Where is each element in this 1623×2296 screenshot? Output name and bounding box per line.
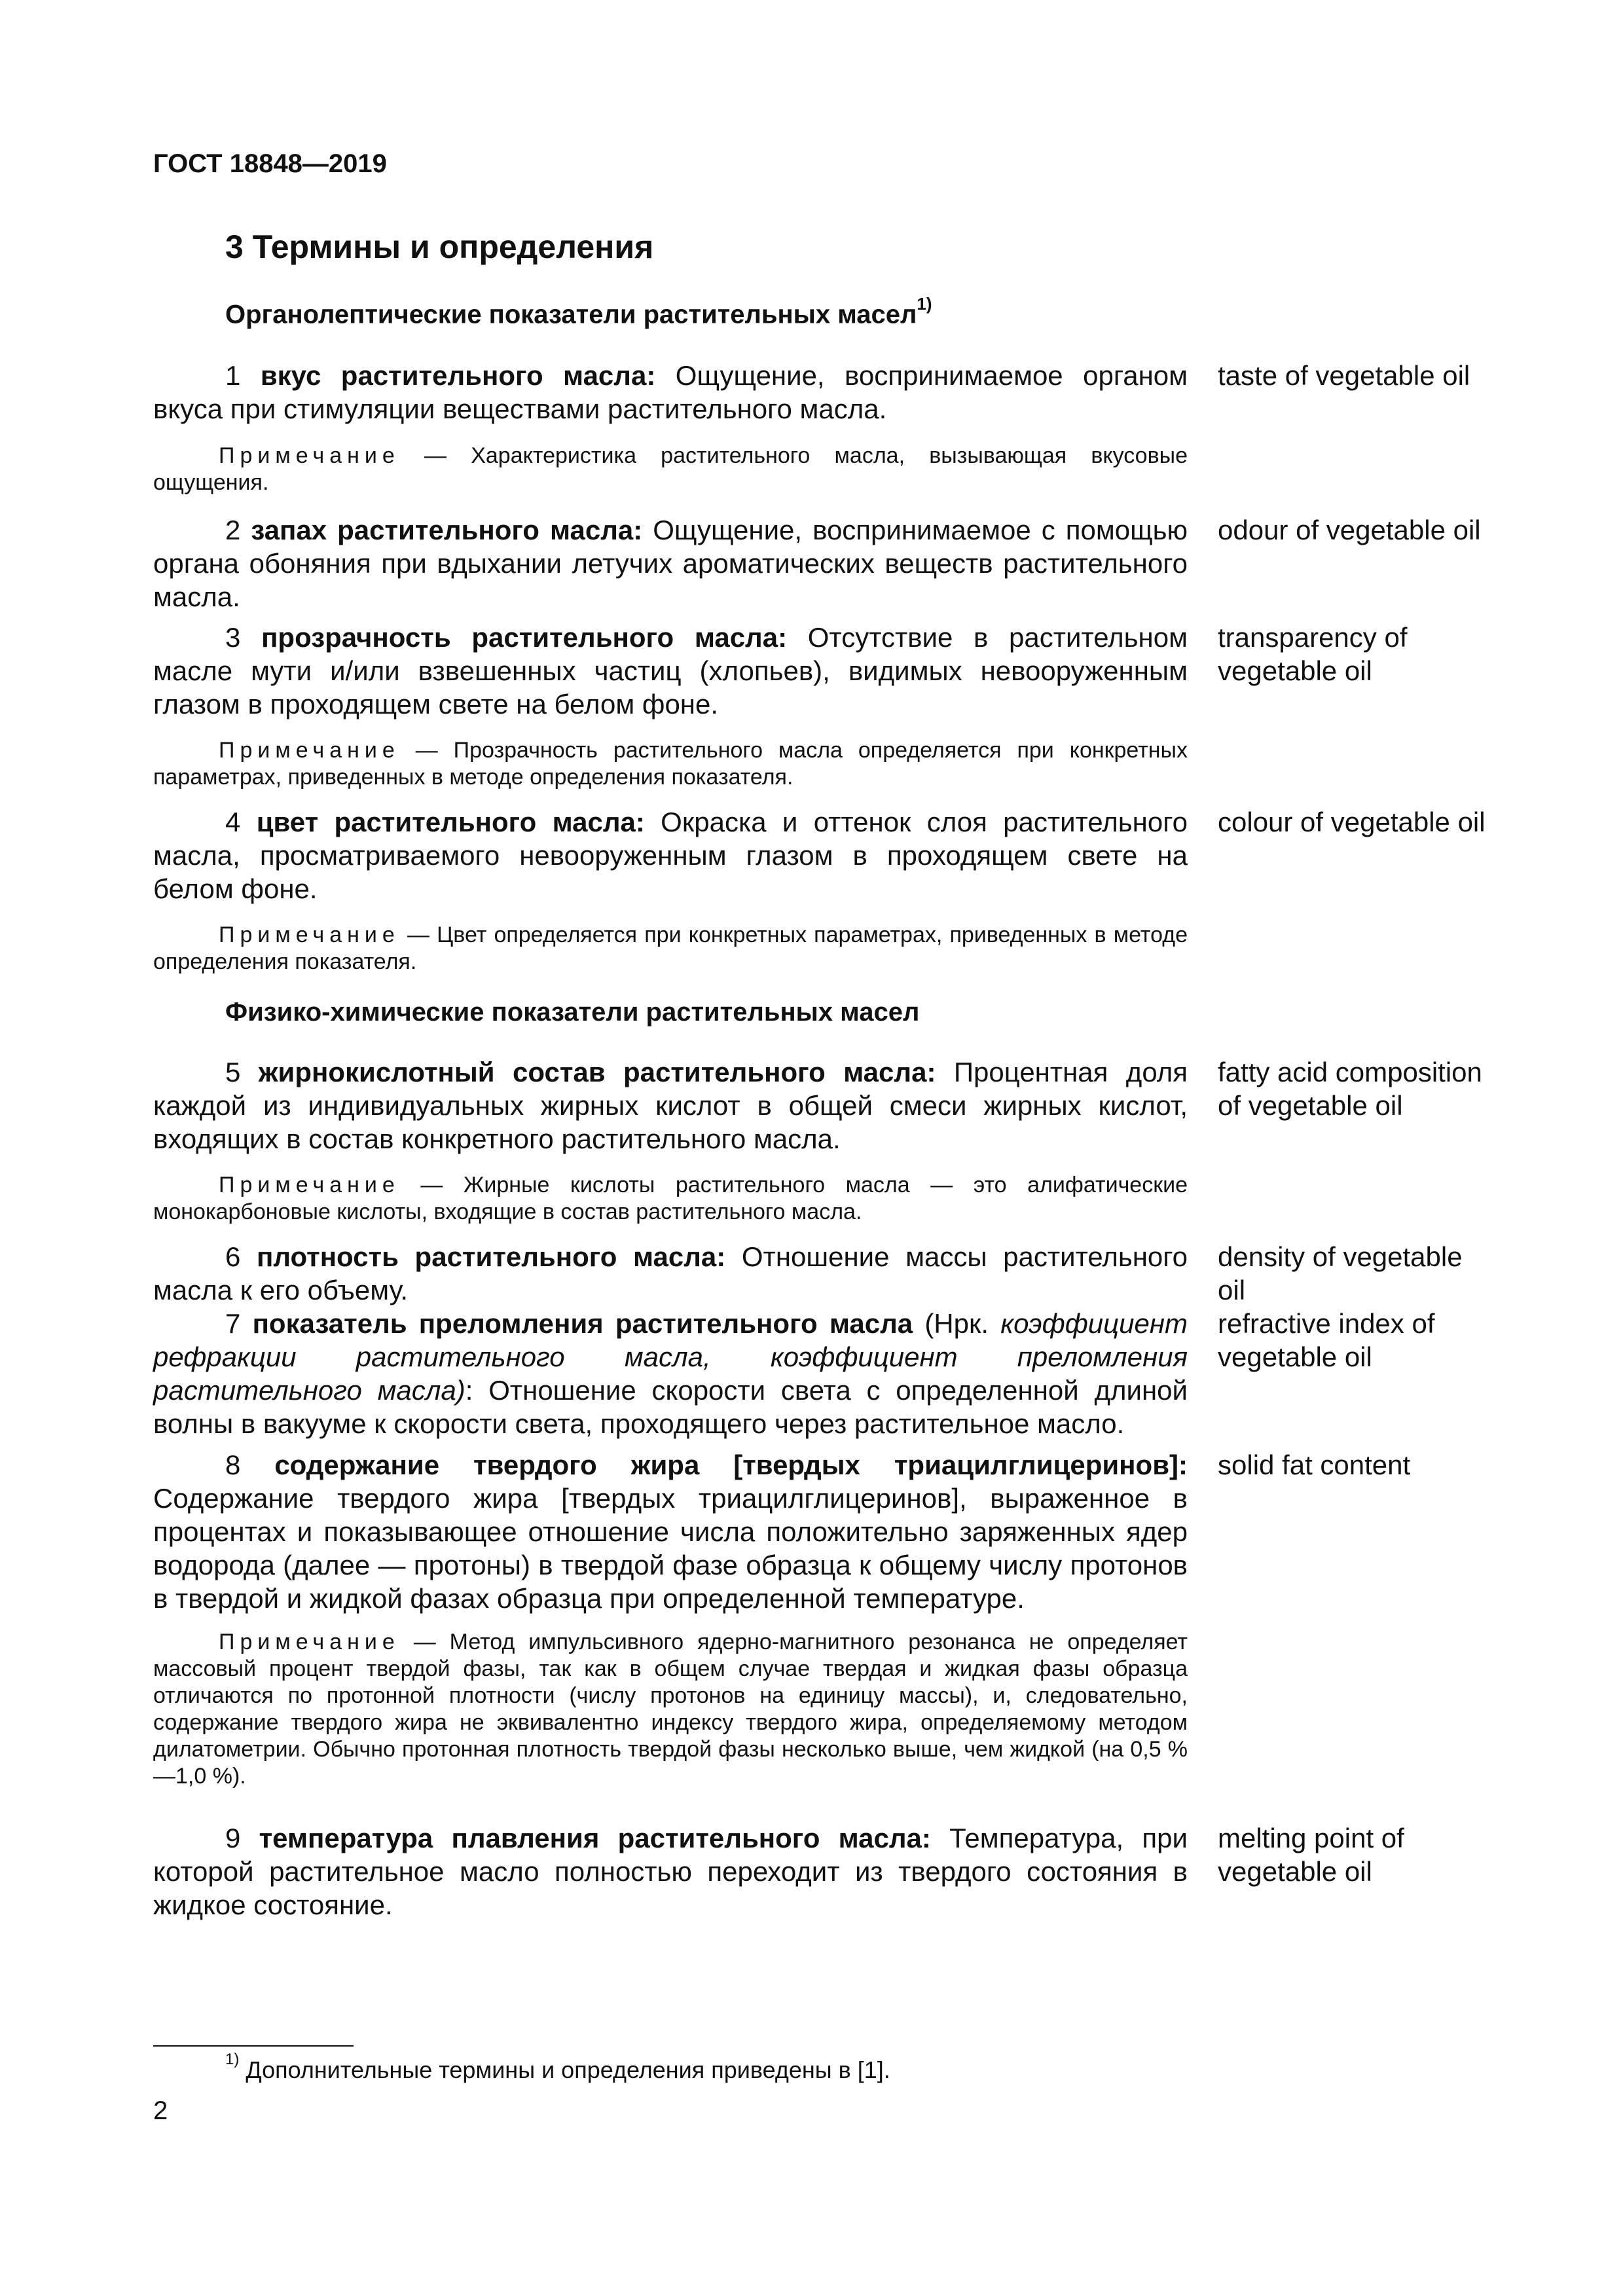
term-pre-synonym: (Нрк.	[913, 1308, 1001, 1339]
term-entry-1	[153, 359, 1188, 426]
term-definition: Ощущение, воспринимаемое органом вкуса при стимуляции веществами растительного масла.	[153, 360, 1188, 424]
english-equivalent-5: fatty acid composition of vegetable oil	[1218, 1057, 1482, 1121]
term-name: цвет растительного масла:	[256, 807, 645, 837]
note-label: Примечание	[219, 443, 400, 468]
note-5	[153, 1629, 1188, 1790]
term-entry-4	[153, 805, 1188, 905]
term-name: плотность растительного масла:	[257, 1241, 726, 1272]
footnote-text: Дополнительные термины и определения приведены в [1].	[246, 2056, 890, 2083]
term-number: 6	[225, 1241, 241, 1272]
english-equivalent-9: melting point of vegetable oil	[1218, 1823, 1404, 1887]
note-2	[153, 737, 1188, 791]
term-definition: Отсутствие в растительном масле мути и/или взвешенных частиц (хлопьев), видимых невооруженным глазом в проходящем свете на белом фоне.	[153, 622, 1188, 720]
term-number: 3	[225, 622, 241, 653]
section-title: 3 Термины и определения	[225, 228, 654, 265]
term-number: 5	[225, 1057, 241, 1087]
term-entry-8	[153, 1448, 1188, 1615]
term-entry-6	[153, 1240, 1188, 1307]
term-synonyms: коэффициент рефракции растительного масла, коэффициент преломления растительного масла)	[153, 1308, 1188, 1406]
note-text: — Прозрачность растительного масла определяется при конкретных параметрах, приведенных в методе определения показателя.	[153, 738, 1188, 790]
term-number: 7	[225, 1308, 241, 1339]
term-number: 9	[225, 1823, 241, 1853]
term-entry-3	[153, 621, 1188, 721]
term-number: 8	[225, 1449, 241, 1480]
footnote-divider	[153, 2045, 354, 2047]
footnote-reference: 1)	[917, 294, 932, 314]
note-label: Примечание	[219, 1173, 400, 1197]
term-definition: : Отношение скорости света с определенной длиной волны в вакууме к скорости света, проходящего через растительное масло.	[153, 1375, 1188, 1439]
term-entry-7	[153, 1307, 1188, 1440]
english-equivalent-4: colour of vegetable oil	[1218, 807, 1486, 837]
english-equivalent-1: taste of vegetable oil	[1218, 360, 1470, 391]
term-name: температура плавления растительного масла:	[259, 1823, 931, 1853]
note-label: Примечание	[219, 738, 400, 763]
note-3	[153, 922, 1188, 975]
term-definition: Содержание твердого жира [твердых триацилглицеринов], выраженное в процентах и показывающее отношение числа положительно заряженных ядер водорода (далее — протоны) в твердой фазе образца к общему числу протонов в твердой и жидкой фазах образца при определенной температуре.	[153, 1483, 1188, 1614]
term-number: 4	[225, 807, 241, 837]
note-text: — Цвет определяется при конкретных параметрах, приведенных в методе определения показателя.	[153, 922, 1188, 974]
note-4	[153, 1172, 1188, 1226]
term-name: запах растительного масла:	[251, 515, 643, 545]
note-text: — Метод импульсивного ядерно-магнитного резонанса не определяет массовый процент твердой фазы, так как в общем случае твердая и жидкая фазы образца отличаются по протонной плотности (числу протонов на единицу массы), и, следовательно, содержание твердого жира не эквивалентно индексу твердого жира, определяемому методом дилатометрии. Обычно протонная плотность твердой фазы несколько выше, чем жидкой (на 0,5 %—1,0 %).	[153, 1630, 1188, 1789]
term-name: жирнокислотный состав растительного масла:	[258, 1057, 936, 1087]
english-equivalent-3: transparency of vegetable oil	[1218, 622, 1408, 686]
term-definition: Отношение массы растительного масла к его объему.	[153, 1241, 1188, 1305]
english-equivalent-8: solid fat content	[1218, 1449, 1411, 1480]
term-name: показатель преломления растительного масла	[252, 1308, 913, 1339]
term-entry-2	[153, 513, 1188, 613]
note-label: Примечание	[219, 1630, 400, 1654]
term-name: прозрачность растительного масла:	[261, 622, 788, 653]
english-equivalent-6: density of vegetable oil	[1218, 1241, 1463, 1305]
term-number: 1	[225, 360, 241, 391]
term-entry-9	[153, 1821, 1188, 1922]
footnote	[225, 2050, 890, 2084]
note-1	[153, 443, 1188, 496]
term-number: 2	[225, 515, 241, 545]
group-title-organoleptic	[225, 294, 932, 329]
note-label: Примечание	[219, 922, 400, 947]
note-text: — Жирные кислоты растительного масла — это алифатические монокарбоновые кислоты, входящие в состав растительного масла.	[153, 1173, 1188, 1224]
footnote-mark: 1)	[225, 2050, 240, 2068]
term-definition: Температура, при которой растительное масло полностью переходит из твердого состояния в жидкое состояние.	[153, 1823, 1188, 1920]
term-name: содержание твердого жира [твердых триацилглицеринов]:	[274, 1449, 1188, 1480]
term-name: вкус растительного масла:	[260, 360, 656, 391]
group-title-text: Органолептические показатели растительных масел	[225, 300, 917, 329]
page-number: 2	[153, 2096, 168, 2125]
term-definition: Окраска и оттенок слоя растительного масла, просматриваемого невооруженным глазом в проходящем свете на белом фоне.	[153, 807, 1188, 904]
english-equivalent-7: refractive index of vegetable oil	[1218, 1308, 1435, 1372]
term-definition: Процентная доля каждой из индивидуальных жирных кислот в общей смеси жирных кислот, входящих в состав конкретного растительного масла.	[153, 1057, 1188, 1154]
standard-designation: ГОСТ 18848—2019	[153, 149, 387, 178]
note-text: — Характеристика растительного масла, вызывающая вкусовые ощущения.	[153, 443, 1188, 495]
term-entry-5	[153, 1055, 1188, 1156]
english-equivalent-2: odour of vegetable oil	[1218, 515, 1481, 545]
group-title-physchem: Физико-химические показатели растительных масел	[225, 998, 920, 1027]
term-definition: Ощущение, воспринимаемое с помощью органа обоняния при вдыхании летучих ароматических веществ растительного масла.	[153, 515, 1188, 612]
